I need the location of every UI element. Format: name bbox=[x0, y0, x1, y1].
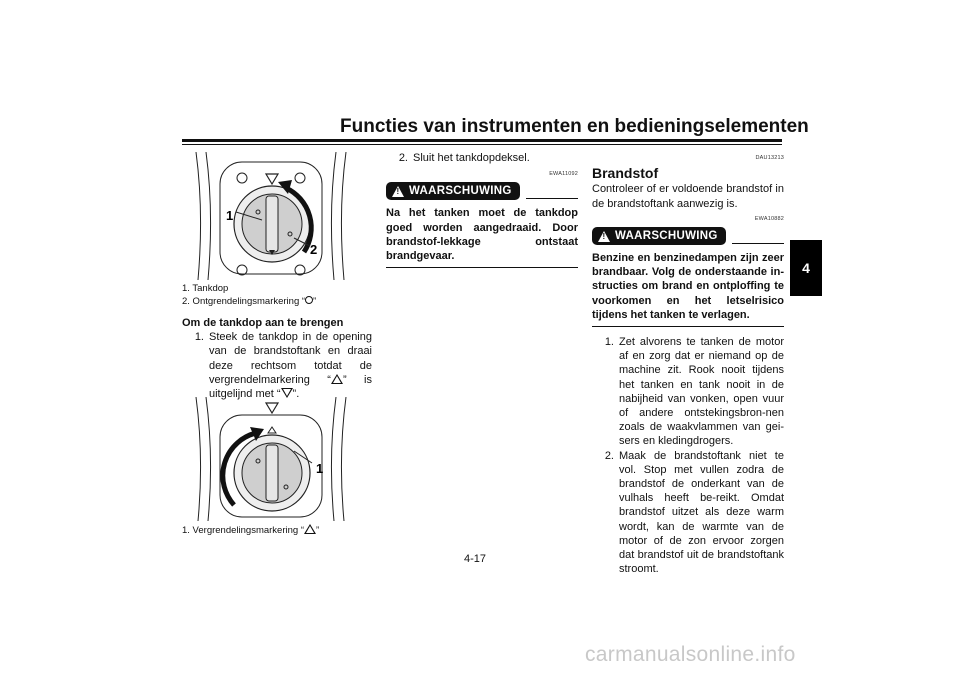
unlock-mark-icon bbox=[305, 296, 313, 304]
page-number: 4-17 bbox=[464, 553, 487, 565]
fuel-intro: Controleer of er voldoende brandstof in de brandstoftank aanwezig is. bbox=[592, 183, 784, 210]
header-rule-thin bbox=[182, 144, 782, 145]
warning-header bbox=[386, 181, 578, 201]
middle-column bbox=[386, 151, 578, 268]
figure2-callout-1: 1 bbox=[316, 461, 324, 476]
figure1-callout-1: 1 bbox=[226, 208, 234, 223]
fuel-item-2: 2. Maak de brandstoftank niet te vol. Stop met vullen zodra de brandstof de onderkant van de vulhals heeft be-reikt. Omdat brandstof uitzet als deze warm wordt, kan de warmte van de motor of de zon ervoor zorgen dat brandstof uit de brandstoftank stroomt. bbox=[604, 449, 784, 576]
install-step-2: 2. Sluit het tankdopdeksel. bbox=[398, 152, 530, 164]
warning-badge-2: ! WAARSCHUWING bbox=[592, 227, 726, 245]
page-title: Functies van instrumenten en bedieningselementen bbox=[340, 116, 809, 137]
fuel-item-1: 1. Zet alvorens te tanken de motor af en zorg dat er niemand op de machine zit. Rook nooit tijdens het tanken en tank nooit in de nabijheid van vonken, open vuur of andere ontstekingsbron-nen zoals de waakvlammen van gei-sers en kledingdrogers. bbox=[604, 336, 784, 448]
install-step-1: 1. Steek de tankdop in de opening van de brandstoftank en draai deze rechtsom totdat de vergrendelmarkering “ ” is uitgelijnd met “ ”. bbox=[194, 331, 372, 401]
warning-code-2: EWA10882 bbox=[754, 215, 784, 222]
fuel-heading: Brandstof bbox=[592, 165, 659, 182]
warning-code: EWA11092 bbox=[549, 171, 578, 178]
left-column bbox=[182, 316, 372, 401]
warning-text-2: Benzine en benzinedampen zijn zeer brandbaar. Volg de onderstaande in-structies om brand en ontploffing te voorkomen en het letselrisico tijdens het tanken te verlagen. bbox=[592, 252, 784, 321]
warning-icon: ! bbox=[598, 231, 610, 242]
tank-cap-figure-1 bbox=[182, 152, 360, 280]
chapter-tab: 4 bbox=[790, 240, 822, 296]
warning-icon: ! bbox=[392, 186, 404, 197]
warning-badge: ! WAARSCHUWING bbox=[386, 182, 520, 200]
warning-header-2 bbox=[592, 226, 784, 246]
figure2-caption-1: 1. Vergrendelingsmarkering “ ” bbox=[182, 525, 320, 536]
warning-text: Na het tanken moet de tankdop goed worden aangedraaid. Door brandstof-lekkage ontstaat brandgevaar. bbox=[386, 207, 578, 263]
lock-mark-icon bbox=[304, 524, 316, 534]
header-rule bbox=[182, 139, 782, 142]
section-code: DAU13213 bbox=[755, 155, 784, 161]
right-column bbox=[592, 151, 784, 576]
figure1-caption-2: 2. Ontgrendelingsmarkering “ ” bbox=[182, 296, 317, 307]
watermark: carmanualsonline.info bbox=[585, 643, 796, 666]
lock-mark-icon bbox=[331, 374, 343, 384]
figure1-callout-2: 2 bbox=[310, 242, 318, 257]
tank-cap-figure-2 bbox=[182, 397, 360, 521]
install-cap-heading: Om de tankdop aan te brengen bbox=[182, 317, 344, 329]
figure1-caption-1: 1. Tankdop bbox=[182, 283, 229, 294]
